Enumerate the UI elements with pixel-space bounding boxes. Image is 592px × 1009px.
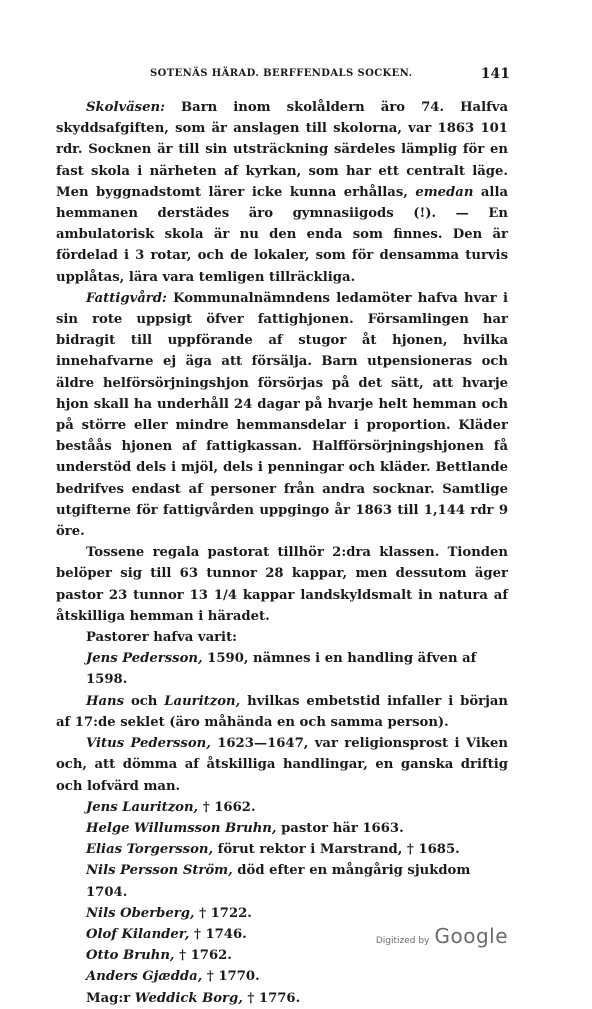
paragraph-text: Barn inom skolåldern äro 74. Halfva skyddsafgiften, som är anslagen till skolorna, var 1863 101 rdr. Socknen är till sin utsträckning särdeles lämplig för en fast skola i närheten af kyrkan, som har ett centralt läge. Men byggnadstomt lärer icke kunna erhållas, (56, 100, 508, 200)
pastor-entry (56, 860, 508, 902)
pastor-detail: hvilkas embetstid infaller i början af 17:de seklet (äro måhända en och samma person). (56, 693, 508, 730)
pastor-entry (56, 988, 508, 1009)
page-number: 141 (480, 66, 510, 82)
pastor-detail: † 1762. (174, 948, 232, 964)
section-label-skolvasen: Skolväsen: (86, 100, 165, 115)
pastor-detail: † 1770. (202, 969, 260, 985)
pastor-entry (56, 966, 508, 987)
digitized-by-google-watermark (376, 924, 508, 948)
google-logo-text: Google (434, 924, 508, 948)
pastor-detail: † 1746. (189, 926, 247, 942)
paragraph-text: Kommunalnämndens ledamöter hafva hvar i sin rote uppsigt öfver fattighjonen. Församlingen har bidragit till uppförande af stugor åt hjonen, hvilka innehafvarne ej äga att försälja. Barn utpensioneras och äldre helförsörjningshjon försörjas på det sätt, att hvarje hjon skall ha underhåll 24 dagar på hvarje helt hemman och på större eller mindre hemmansdelar i proportion. Kläder beståås hjonen af fattigkassan. Halfförsörjningshjonen få understöd dels i mjöl, dels i penningar och kläder. Bettlande bedrifves endast af personer från andra socknar. Samtlige utgifterne för fattigvården uppgingo år 1863 till 1,144 rdr 9 öre. (56, 290, 508, 540)
pastor-entry (56, 945, 508, 966)
pastor-detail: pastor här 1663. (276, 820, 404, 836)
pastorer-intro: Pastorer hafva varit: (86, 630, 238, 646)
pastor-detail: 1590, nämnes i en handling äfven af 1598. (86, 651, 477, 688)
pastor-entry (56, 903, 508, 924)
pastor-detail: död efter en mångårig sjukdom 1704. (86, 863, 471, 900)
pastor-name: Nils Persson Ström, (86, 863, 233, 879)
pastor-name: Vitus Pedersson, (86, 736, 211, 752)
pastor-name: Jens Pedersson, (86, 651, 203, 667)
pastor-name: Jens Lauritzon, (86, 799, 199, 815)
pastor-name: Olof Kilander, (86, 926, 190, 942)
paragraph-fattigvard (56, 288, 508, 542)
running-title: SOTENÄS HÄRAD. BERFFENDALS SOCKEN. (150, 68, 413, 79)
pastor-detail: † 1722. (194, 905, 252, 921)
pastor-name: Nils Oberberg, (86, 905, 195, 921)
emphasis-text: emedan (415, 184, 474, 200)
paragraph-skolvasen (56, 97, 508, 288)
running-header (0, 66, 592, 86)
pastor-name: Weddick Borg, (134, 990, 243, 1006)
pastor-name: Otto Bruhn, (86, 948, 175, 964)
pastor-entry (56, 839, 508, 860)
pastor-name: Anders Gjædda, (86, 969, 203, 985)
pastor-detail: 1623—1647, var religionsprost i Viken och, att dömma af åtskilliga handlingar, en ganska driftig och lofvärd man. (56, 736, 509, 794)
body-text (56, 97, 508, 1009)
pastor-entry (56, 648, 508, 690)
section-label-fattigvard: Fattigvård: (86, 290, 167, 306)
pastor-name: Hans (86, 693, 125, 709)
pastor-detail: † 1776. (242, 990, 301, 1006)
pastor-detail: och (124, 693, 165, 709)
pastor-name: Lauritzon, (164, 693, 241, 709)
pastor-entry (56, 818, 508, 839)
digitized-label: Digitized by (375, 936, 430, 946)
pastor-detail: förut rektor i Marstrand, † 1685. (213, 842, 460, 858)
pastor-entry (56, 691, 508, 733)
pastor-name: Helge Willumsson Bruhn, (86, 820, 277, 836)
pastor-detail: † 1662. (198, 799, 256, 815)
paragraph-pastorat: Tossene regala pastorat tillhör 2:dra klassen. Tionden belöper sig till 63 tunnor 28 kappar, men dessutom äger pastor 23 tunnor 13 1/4 kappar landskyldsmalt in natura af åtskilliga hemman i häradet. (56, 545, 508, 624)
pastor-entry (56, 797, 508, 818)
pastor-entry (56, 733, 508, 797)
pastor-title: Mag:r (86, 990, 135, 1006)
pastor-name: Elias Torgersson, (86, 842, 214, 858)
paragraph-text: alla hemmanen derstädes äro gymnasiigods (!). — En ambulatorisk skola är nu den enda som finnes. Den är fördelad i 3 rotar, och de lokaler, som för densamma turvis upplåtas, lära vara temligen tillräckliga. (56, 184, 508, 285)
